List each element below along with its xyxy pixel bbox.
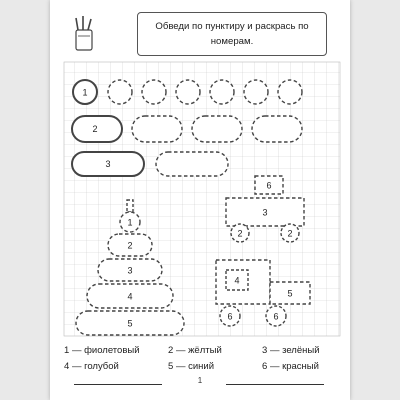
shape-number: 4 — [127, 291, 133, 302]
worksheet-drawing — [50, 0, 350, 400]
shape-number: 3 — [127, 265, 133, 276]
dashed-short-pill — [192, 116, 242, 142]
shape-number: 1 — [82, 87, 88, 98]
shape-number: 6 — [227, 311, 233, 322]
shape-number: 2 — [92, 124, 98, 134]
legend-entry-6: 6 — красный — [262, 361, 319, 372]
legend-entry-3: 3 — зелёный — [262, 345, 320, 356]
dashed-circle — [108, 80, 132, 104]
shape-number: 5 — [287, 288, 293, 299]
shape-number: 2 — [287, 228, 293, 239]
dashed-circle — [278, 80, 302, 104]
shape-number: 3 — [262, 207, 268, 218]
shape-number: 6 — [273, 311, 279, 322]
pencil-cup-icon — [76, 16, 92, 50]
shape-number: 5 — [127, 318, 133, 329]
instruction-box — [137, 12, 327, 56]
legend-entry-1: 1 — фиолетовый — [64, 345, 140, 356]
shape-number: 4 — [234, 275, 240, 286]
dashed-short-pill — [252, 116, 302, 142]
shape-number: 2 — [237, 228, 243, 239]
shape-number: 1 — [127, 217, 133, 228]
shape-number: 6 — [266, 180, 272, 191]
dashed-circle — [176, 80, 200, 104]
dashed-circle — [244, 80, 268, 104]
dashed-circle — [142, 80, 166, 104]
pyramid-stick — [127, 200, 133, 212]
legend-entry-5: 5 — синий — [168, 361, 214, 372]
legend-entry-2: 2 — жёлтый — [168, 345, 222, 356]
instruction-text: Обведи по пунктиру и раскрась по номерам. — [155, 21, 309, 47]
page-number: 1 — [197, 376, 203, 385]
shape-number: 3 — [105, 159, 111, 169]
shape-number: 2 — [127, 240, 133, 251]
dashed-long-pill — [156, 152, 228, 176]
dashed-circle — [210, 80, 234, 104]
workbook-page — [50, 0, 350, 400]
legend-entry-4: 4 — голубой — [64, 361, 119, 372]
dashed-short-pill — [132, 116, 182, 142]
